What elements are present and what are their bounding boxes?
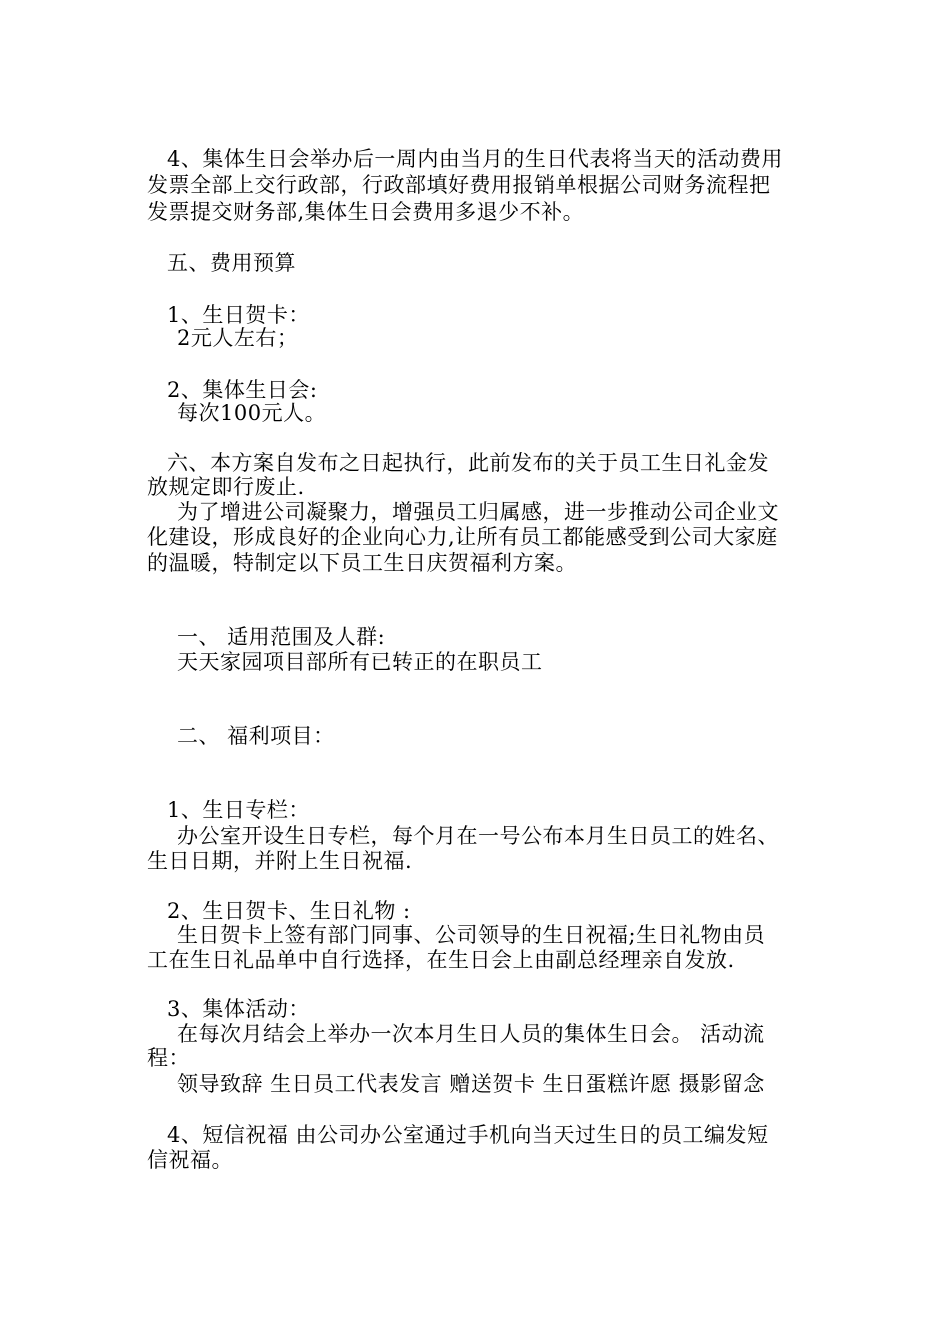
- text-line-8: 每次100元人。: [177, 401, 327, 425]
- text-line-12: 化建设，形成良好的企业向心力,让所有员工都能感受到公司大家庭: [147, 525, 778, 549]
- text-line-15: 天天家园项目部所有已转正的在职员工: [177, 650, 543, 674]
- text-line-2: 发票全部上交行政部，行政部填好费用报销单根据公司财务流程把: [147, 173, 771, 197]
- text-line-7: 2、集体生日会:: [167, 378, 318, 402]
- text-line-5: 1、生日贺卡：: [167, 303, 310, 327]
- text-line-11: 为了增进公司凝聚力，增强员工归属感，进一步推动公司企业文: [177, 500, 779, 524]
- text-line-26: 领导致辞 生日员工代表发言 赠送贺卡 生日蛋糕许愿 摄影留念: [177, 1072, 765, 1096]
- text-line-13: 的温暖，特制定以下员工生日庆贺福利方案。: [147, 551, 577, 575]
- text-line-6: 2元人左右；: [177, 326, 299, 350]
- section-heading-benefits: 二、 福利项目：: [177, 724, 335, 748]
- text-line-25: 程：: [147, 1046, 190, 1070]
- text-line-23: 3、集体活动：: [167, 997, 310, 1021]
- text-line-28: 信祝福。: [147, 1148, 233, 1172]
- text-line-10: 放规定即行废止.: [147, 475, 305, 499]
- text-line-18: 办公室开设生日专栏，每个月在一号公布本月生日员工的姓名、: [177, 824, 779, 848]
- text-line-20: 2、生日贺卡、生日礼物 :: [167, 899, 411, 923]
- text-line-22: 工在生日礼品单中自行选择，在生日会上由副总经理亲自发放.: [147, 948, 735, 972]
- section-heading-budget: 五、费用预算: [167, 251, 296, 275]
- section-heading-scope: 一、 适用范围及人群:: [177, 625, 386, 649]
- text-line-21: 生日贺卡上签有部门同事、公司领导的生日祝福;生日礼物由员: [177, 923, 766, 947]
- text-line-9: 六、本方案自发布之日起执行，此前发布的关于员工生日礼金发: [167, 451, 769, 475]
- text-line-24: 在每次月结会上举办一次本月生日人员的集体生日会。 活动流: [177, 1022, 765, 1046]
- text-line-17: 1、生日专栏：: [167, 798, 310, 822]
- text-line-1: 4、集体生日会举办后一周内由当月的生日代表将当天的活动费用: [167, 147, 783, 171]
- text-line-27: 4、短信祝福 由公司办公室通过手机向当天过生日的员工编发短: [167, 1123, 769, 1147]
- text-line-19: 生日日期，并附上生日祝福.: [147, 849, 413, 873]
- text-line-3: 发票提交财务部,集体生日会费用多退少不补。: [147, 200, 585, 224]
